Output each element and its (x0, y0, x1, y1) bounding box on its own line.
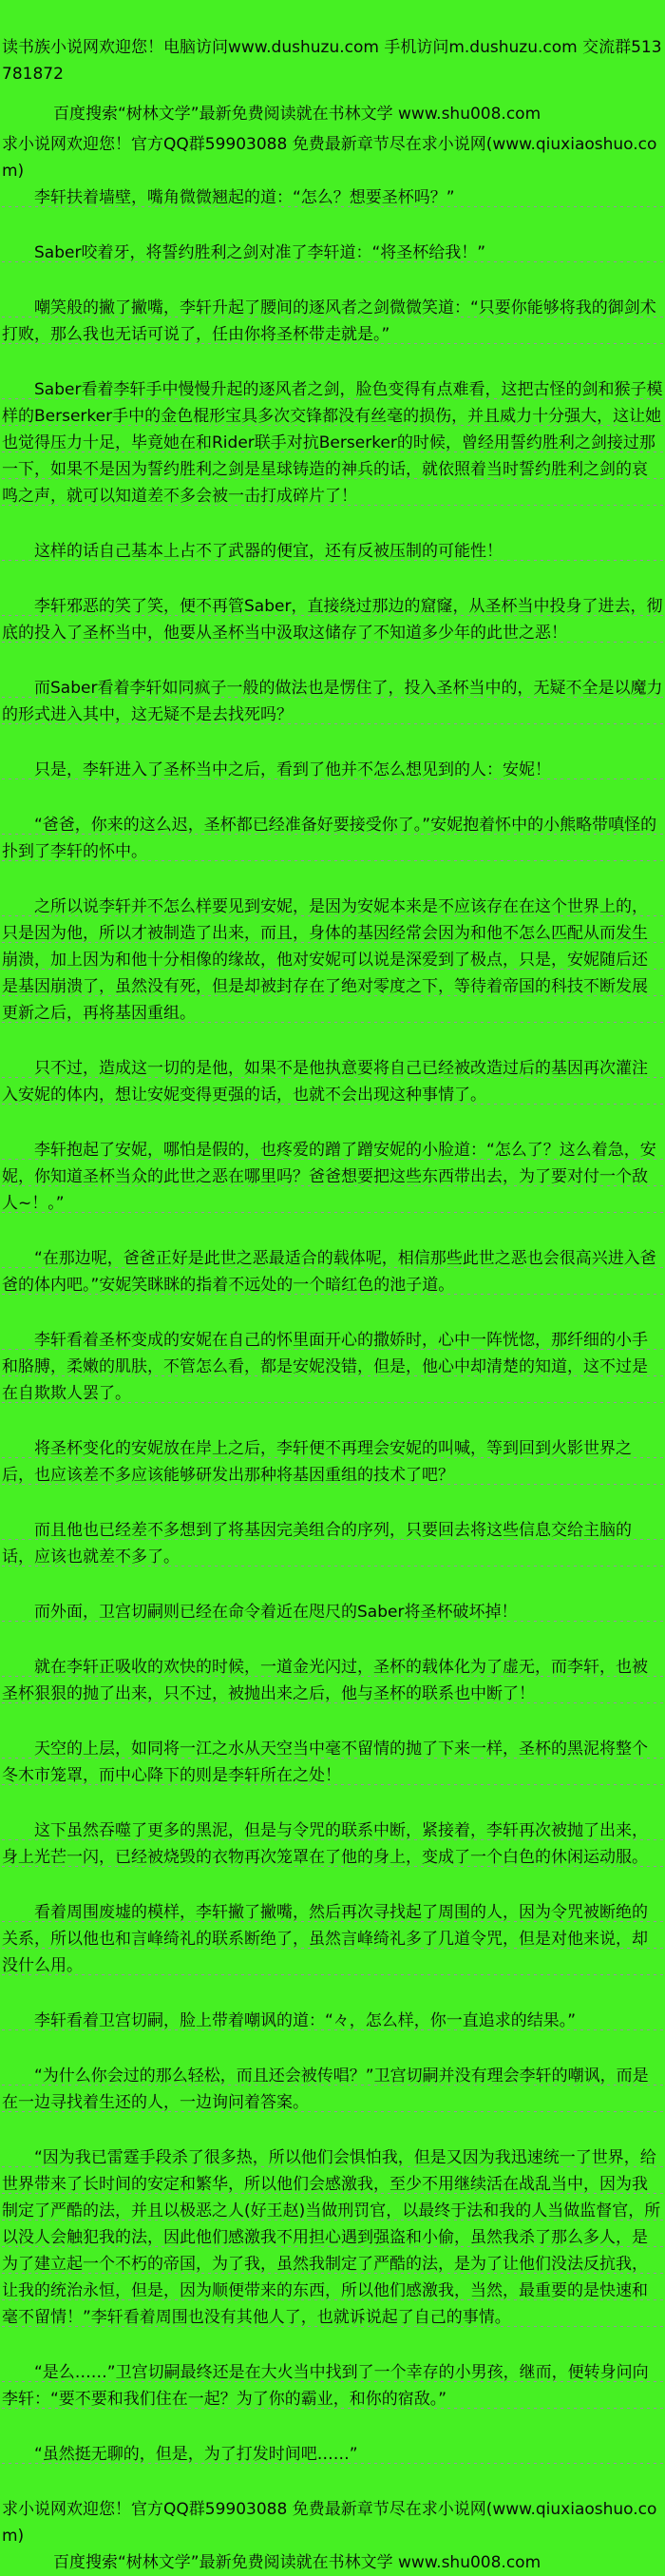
novel-paragraph: 天空的上层，如同将一江之水从天空当中毫不留情的抛了下来一样，圣杯的黑泥将整个冬木市笼罩，而中心降下的则是李轩所在之处！ (2, 1736, 663, 1789)
novel-paragraph: 这下虽然吞噬了更多的黑泥，但是与令咒的联系中断，紧接着，李轩再次被抛了出来，身上光芒一闪，已经被烧毁的衣物再次笼罩在了他的身上，变成了一个白色的休闲运动服。 (2, 1817, 663, 1871)
novel-paragraph: 而且他也已经差不多想到了将基因完美组合的序列，只要回去将这些信息交给主脑的话，应该也就差不多了。 (2, 1517, 663, 1570)
novel-paragraph: 李轩邪恶的笑了笑，便不再管Saber，直接绕过那边的窟窿，从圣杯当中投身了进去，彻底的投入了圣杯当中，他要从圣杯当中汲取这储存了不知道多少年的此世之恶！ (2, 593, 663, 646)
novel-paragraph: “爸爸，你来的这么迟，圣杯都已经准备好要接受你了。”安妮抱着怀中的小熊略带嗔怪的扑到了李轩的怀中。 (2, 812, 663, 865)
novel-text (2, 184, 663, 2468)
promo-line-shu008-top: 百度搜索“树林文学”最新免费阅读就在书林文学 www.shu008.com (53, 105, 542, 124)
novel-paragraph: “为什么你会过的那么轻松，而且还会被传唱？”卫宫切嗣并没有理会李轩的嘲讽，而是在一边寻找着生还的人，一边询问着答案。 (2, 2063, 663, 2116)
novel-paragraph: 嘲笑般的撇了撇嘴，李轩升起了腰间的逐风者之剑微微笑道：“只要你能够将我的御剑术打败，那么我也无话可说了，任由你将圣杯带走就是。” (2, 295, 663, 348)
novel-paragraph: 而外面，卫宫切嗣则已经在命令着近在咫尺的Saber将圣杯破坏掉！ (2, 1599, 663, 1625)
novel-paragraph: 看着周围废墟的模样，李轩撇了撇嘴，然后再次寻找起了周围的人，因为令咒被断绝的关系，所以他也和言峰绮礼的联系断绝了，虽然言峰绮礼多了几道令咒，但是对他来说，却没什么用。 (2, 1899, 663, 1979)
novel-paragraph: 李轩抱起了安妮，哪怕是假的，也疼爱的蹭了蹭安妮的小脸道：“怎么了？这么着急，安妮，你知道圣杯当众的此世之恶在哪里吗？爸爸想要把这些东西带出去，为了要对付一个敌人~！。” (2, 1137, 663, 1217)
novel-paragraph: 李轩扶着墙壁，嘴角微微翘起的道：“怎么？想要圣杯吗？” (2, 184, 663, 211)
novel-paragraph: 只不过，造成这一切的是他，如果不是他执意要将自己已经被改造过后的基因再次灌注入安妮的体内，想让安妮变得更强的话，也就不会出现这种事情了。 (2, 1055, 663, 1108)
novel-paragraph: 李轩看着卫宫切嗣，脸上带着嘲讽的道：“々，怎么样，你一直追求的结果。” (2, 2008, 663, 2034)
promo-line-dushuzu: 读书族小说网欢迎您！电脑访问www.dushuzu.com 手机访问m.dushuzu.com 交流群513781872 (2, 38, 662, 84)
novel-paragraph: 就在李轩正吸收的欢快的时候，一道金光闪过，圣杯的载体化为了虚无，而李轩，也被圣杯狠狠的抛了出来，只不过，被抛出来之后，他与圣杯的联系也中断了！ (2, 1654, 663, 1707)
novel-paragraph: 这样的话自己基本上占不了武器的便宜，还有反被压制的可能性！ (2, 538, 663, 565)
promo-line-shu008-bottom: 百度搜索“树林文学”最新免费阅读就在书林文学 www.shu008.com (53, 2553, 542, 2572)
novel-paragraph: 只是，李轩进入了圣杯当中之后，看到了他并不怎么想见到的人：安妮！ (2, 757, 663, 783)
novel-paragraph: 李轩看着圣杯变成的安妮在自己的怀里面开心的撒娇时，心中一阵恍惚，那纤细的小手和胳膊，柔嫩的肌肤，不管怎么看，都是安妮没错，但是，他心中却清楚的知道，这不过是在自欺欺人罢了。 (2, 1327, 663, 1407)
novel-paragraph: “因为我已雷霆手段杀了很多热，所以他们会惧怕我，但是又因为我迅速统一了世界，给世界带来了长时间的安定和繁华，所以他们会感激我，至少不用继续活在战乱当中，因为我制定了严酷的法，并且以极恶之人(好王赵)当做刑罚官，以最终于法和我的人当做监督官，所以没人会触犯我的法，因此他们感激我不用担心遇到强盗和小偷，虽然我杀了那么多人，是为了建立起一个不朽的帝国，为了我，虽然我制定了严酷的法，是为了让他们没法反抗我，让我的统治永恒，但是，因为顺便带来的东西，所以他们感激我，当然，最重要的是快速和毫不留情！”李轩看着周围也没有其他人了，也就诉说起了自己的事情。 (2, 2144, 663, 2331)
novel-paragraph: “虽然挺无聊的，但是，为了打发时间吧……” (2, 2441, 663, 2468)
novel-paragraph: 将圣杯变化的安妮放在岸上之后，李轩便不再理会安妮的叫喊，等到回到火影世界之后，也应该差不多应该能够研发出那种将基因重组的技术了吧？ (2, 1435, 663, 1489)
novel-paragraph: “在那边呢，爸爸正好是此世之恶最适合的载体呢，相信那些此世之恶也会很高兴进入爸爸的体内吧。”安妮笑眯眯的指着不远处的一个暗红色的池子道。 (2, 1245, 663, 1298)
novel-paragraph: “是么……”卫宫切嗣最终还是在大火当中找到了一个幸存的小男孩，继而，便转身问向李轩：“要不要和我们住在一起？为了你的霸业，和你的宿敌。” (2, 2359, 663, 2413)
promo-line-qiuxiaoshuo-bottom: 求小说网欢迎您！官方QQ群59903088 免费最新章节尽在求小说网(www.qiuxiaoshuo.com) (2, 2500, 657, 2546)
novel-paragraph: Saber咬着牙，将誓约胜利之剑对准了李轩道：“将圣杯给我！” (2, 240, 663, 266)
promo-line-qiuxiaoshuo-top: 求小说网欢迎您！官方QQ群59903088 免费最新章节尽在求小说网(www.qiuxiaoshuo.com) (2, 135, 657, 181)
novel-paragraph: Saber看着李轩手中慢慢升起的逐风者之剑，脸色变得有点难看，这把古怪的剑和猴子模样的Berserker手中的金色棍形宝具多次交锋都没有丝毫的损伤，并且威力十分强大，这让她也觉得压力十足，毕竟她在和Rider联手对抗Berserker的时候，曾经用誓约胜利之剑接过那一下，如果不是因为誓约胜利之剑是星球铸造的神兵的话，就依照着当时誓约胜利之剑的哀鸣之声，就可以知道差不多会被一击打成碎片了！ (2, 376, 663, 509)
novel-paragraph: 之所以说李轩并不怎么样要见到安妮，是因为安妮本来是不应该存在在这个世界上的，只是因为他，所以才被制造了出来，而且，身体的基因经常会因为和他不怎么匹配从而发生崩溃，加上因为和他十分相像的缘故，他对安妮可以说是深爱到了极点，只是，安妮随后还是基因崩溃了，虽然没有死，但是却被封存在了绝对零度之下，等待着帝国的科技不断发展更新之后，再将基因重组。 (2, 894, 663, 1027)
novel-paragraph: 而Saber看着李轩如同疯子一般的做法也是愣住了，投入圣杯当中的，无疑不全是以魔力的形式进入其中，这无疑不是去找死吗？ (2, 675, 663, 728)
